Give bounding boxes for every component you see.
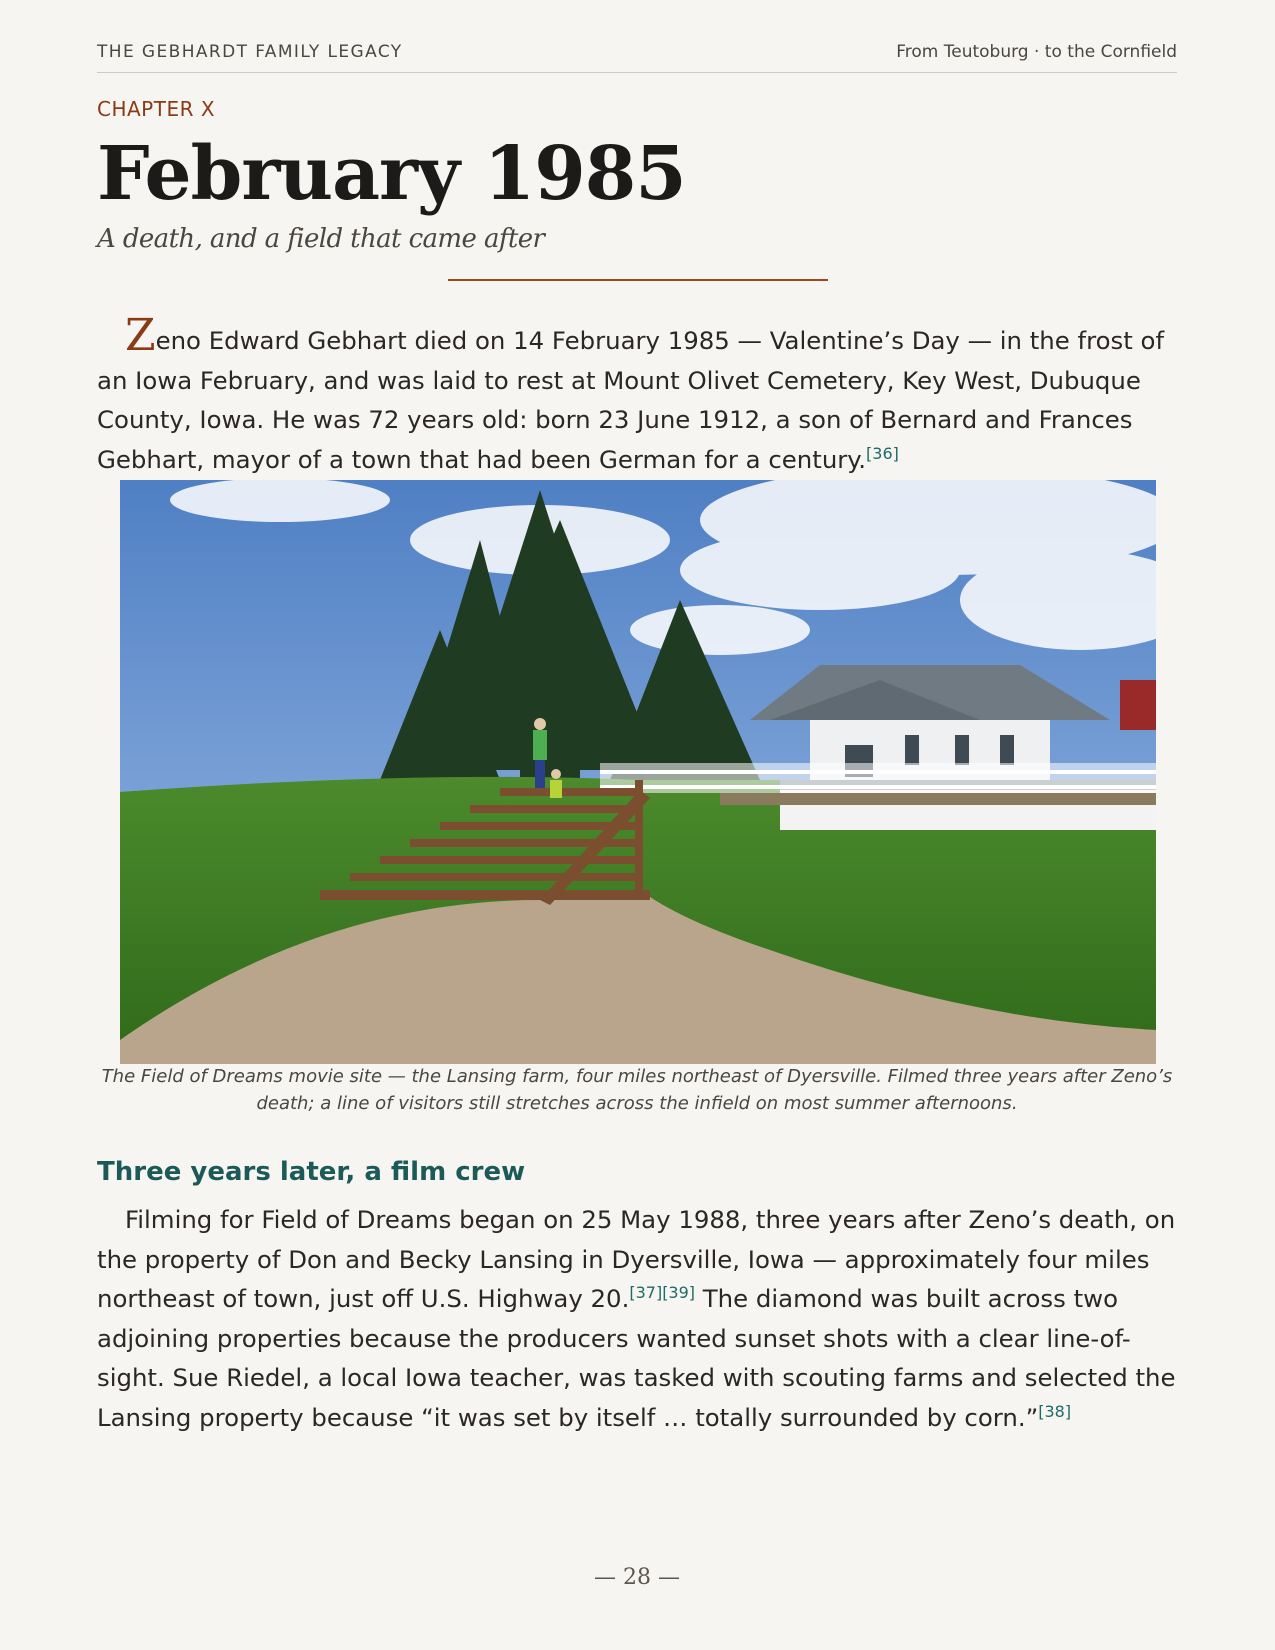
picket-fence [600, 763, 1156, 793]
page [97, 0, 1177, 1650]
footnote-ref-37[interactable]: [37] [629, 1283, 663, 1302]
opening-paragraph-text: eno Edward Gebhart died on 14 February 1985 — Valentine’s Day — in the frost of an Iowa February, and was laid to rest at Mount Olivet Cemetery, Key West, Dubuque County, Iowa. He was 72 years old: born 23 June 1912, a son of Bernard and Frances Gebhart, mayor of a town that had been German for a century. [97, 326, 1165, 474]
running-head-section-title: From Teutoburg · to the Cornfield [896, 42, 1177, 62]
field-of-dreams-illustration [120, 480, 1156, 1064]
drop-cap: Z [125, 310, 156, 361]
running-head [97, 40, 1177, 73]
chapter-subtitle: A death, and a field that came after [97, 224, 545, 254]
footnote-ref-36[interactable]: [36] [866, 443, 899, 463]
page-number: — 28 — [594, 1565, 680, 1590]
section-heading: Three years later, a film crew [97, 1157, 526, 1187]
section-paragraph-text-b: The diamond was built across two adjoining properties because the producers wanted sunset shots with a clear line-of-sight. Sue Riedel, a local Iowa teacher, was tasked with scouting farms and selected the Lansing property because “it was set by itself … totally surrounded by corn.” [97, 1284, 1176, 1432]
figure-caption: The Field of Dreams movie site — the Lansing farm, four miles northeast of Dyersville. Filmed three years after Zeno’s death; a line of visitors still stretches across the infield on most summer afternoons. [101, 1066, 1173, 1114]
running-head-book-title: THE GEBHARDT FAMILY LEGACY [97, 42, 403, 62]
section-paragraph-text-a: Filming for Field of Dreams began on 25 May 1988, three years after Zeno’s death, on the property of Don and Becky Lansing in Dyersville, Iowa — approximately four miles northeast of town, just off U.S. Highway 20. [97, 1205, 1176, 1313]
chapter-title: February 1985 [97, 131, 686, 217]
field-of-dreams-photo [120, 480, 1156, 1064]
section-paragraph [97, 1200, 1177, 1437]
ornamental-rule [448, 279, 828, 281]
footnote-ref-39[interactable]: [39] [662, 1283, 696, 1302]
opening-paragraph [97, 310, 1177, 479]
chapter-label: CHAPTER X [97, 97, 216, 121]
footnote-ref-38[interactable]: [38] [1038, 1401, 1072, 1421]
